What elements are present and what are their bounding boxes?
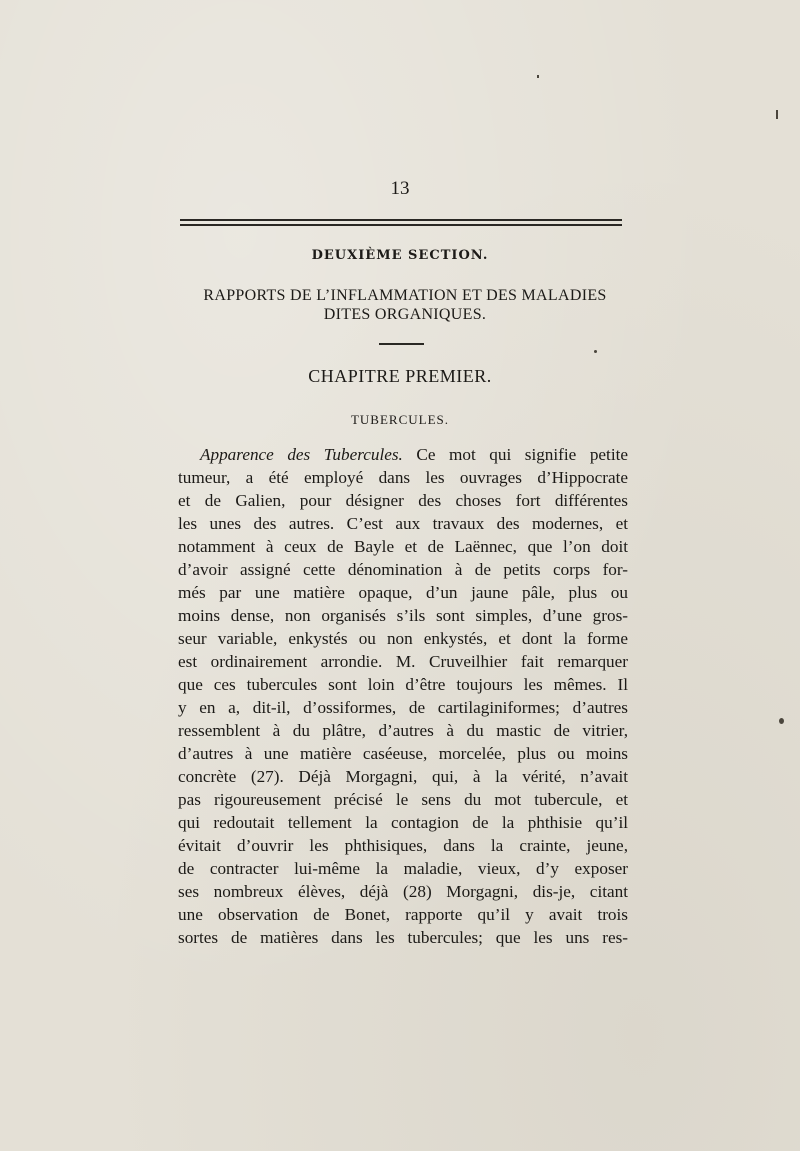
header-rule-bottom bbox=[180, 224, 622, 226]
paragraph-line: et de Galien, pour désigner des choses fort différentes bbox=[178, 491, 628, 510]
paragraph-line: pas rigoureusement précisé le sens du mot tubercule, et bbox=[178, 790, 628, 809]
paragraph-line: y en a, dit-il, d’ossiformes, de cartilaginiformes; d’autres bbox=[178, 698, 628, 717]
runin-heading: Apparence des Tubercules. bbox=[200, 445, 403, 464]
body-paragraph bbox=[178, 443, 628, 949]
paragraph-line: les unes des autres. C’est aux travaux des modernes, et bbox=[178, 514, 628, 533]
paragraph-line: ses nombreux élèves, déjà (28) Morgagni, dis-je, citant bbox=[178, 882, 628, 901]
paper-speck bbox=[776, 110, 778, 119]
paragraph-line: d’avoir assigné cette dénomination à de petits corps for- bbox=[178, 560, 628, 579]
paragraph-line: une observation de Bonet, rapporte qu’il y avait trois bbox=[178, 905, 628, 924]
paragraph-line: est ordinairement arrondie. M. Cruveilhier fait remarquer bbox=[178, 652, 628, 671]
paper-speck bbox=[594, 350, 597, 353]
paper-speck bbox=[779, 718, 784, 724]
paragraph-first-line bbox=[178, 443, 628, 466]
paragraph-line: seur variable, enkystés ou non enkystés, et dont la forme bbox=[178, 629, 628, 648]
page-number: 13 bbox=[390, 178, 410, 199]
paper-speck bbox=[537, 75, 539, 78]
paragraph-line: que ces tubercules sont loin d’être toujours les mêmes. Il bbox=[178, 675, 628, 694]
header-rule-top bbox=[180, 219, 622, 221]
chapter-subheading: TUBERCULES. bbox=[350, 412, 450, 427]
section-divider-rule bbox=[379, 343, 424, 345]
section-title-line: DITES ORGANIQUES. bbox=[323, 306, 487, 323]
paragraph-line: moins dense, non organisés s’ils sont simples, d’une gros- bbox=[178, 606, 628, 625]
paragraph-line: sortes de matières dans les tubercules; que les uns res- bbox=[178, 928, 628, 947]
header-double-rule bbox=[180, 219, 622, 227]
section-label: DEUXIÈME SECTION. bbox=[311, 248, 489, 263]
paragraph-line: ressemblent à du plâtre, d’autres à du mastic de vitrier, bbox=[178, 721, 628, 740]
section-title-line: RAPPORTS DE L’INFLAMMATION ET DES MALADIES bbox=[203, 287, 607, 304]
paragraph-line: més par une matière opaque, d’un jaune pâle, plus ou bbox=[178, 583, 628, 602]
paragraph-line: notamment à ceux de Bayle et de Laënnec, que l’on doit bbox=[178, 537, 628, 556]
paragraph-line: évitait d’ouvrir les phthisiques, dans la crainte, jeune, bbox=[178, 836, 628, 855]
paragraph-line: de contracter lui-même la maladie, vieux, d’y exposer bbox=[178, 859, 628, 878]
section-title bbox=[150, 286, 660, 324]
paragraph-first-line-text: Ce mot qui signifie petite bbox=[416, 445, 628, 464]
chapter-title: CHAPITRE PREMIER. bbox=[308, 366, 492, 386]
paragraph-line: concrète (27). Déjà Morgagni, qui, à la vérité, n’avait bbox=[178, 767, 628, 786]
paragraph-line: tumeur, a été employé dans les ouvrages d’Hippocrate bbox=[178, 468, 628, 487]
paragraph-line: d’autres à une matière caséeuse, morcelée, plus ou moins bbox=[178, 744, 628, 763]
paragraph-line: qui redoutait tellement la contagion de la phthisie qu’il bbox=[178, 813, 628, 832]
